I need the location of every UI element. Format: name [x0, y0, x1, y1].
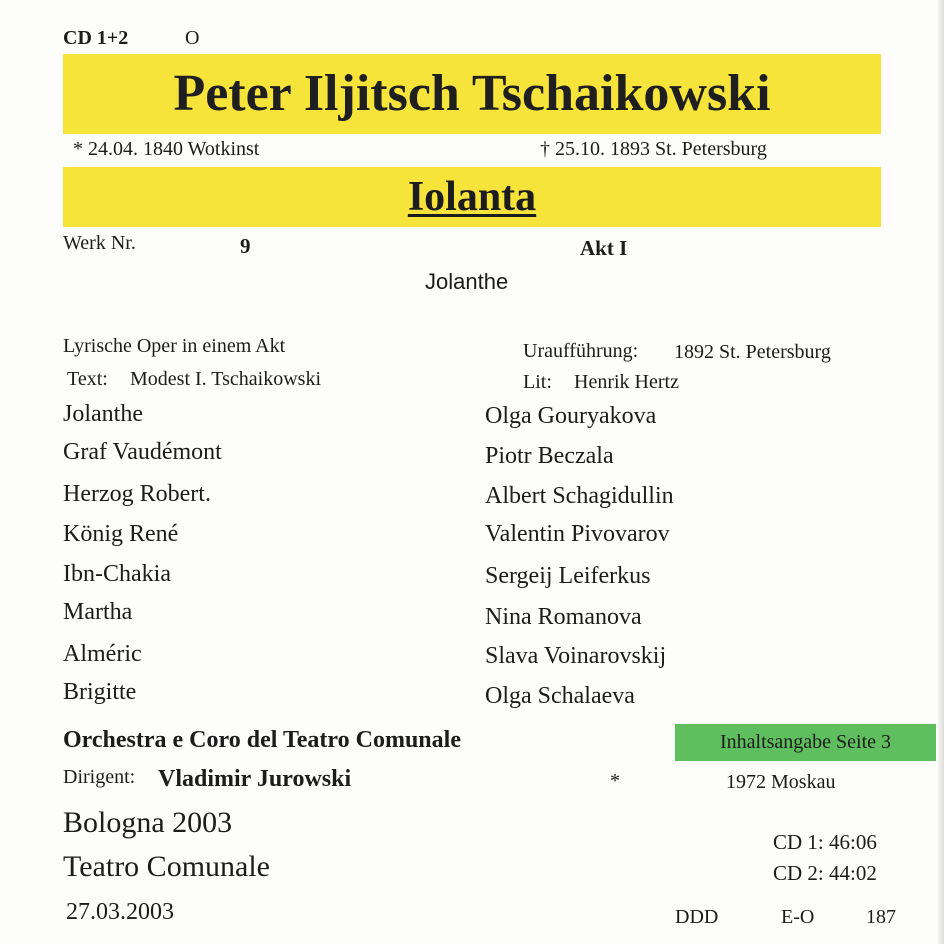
genre: Lyrische Oper in einem Akt [63, 335, 286, 357]
cd1-duration: CD 1: 46:06 [773, 830, 877, 854]
composer-name: Peter Iljitsch Tschaikowski [173, 65, 771, 122]
lit-label: Lit: [523, 371, 552, 393]
cast-role: Jolanthe [63, 401, 143, 427]
werk-number: 9 [240, 234, 251, 258]
cast-role: Brigitte [63, 679, 137, 705]
cast-role: König René [63, 521, 179, 547]
cd2-duration: CD 2: 44:02 [773, 861, 877, 885]
cast-role: Alméric [63, 641, 142, 667]
premiere-label: Uraufführung: [523, 340, 639, 362]
cast-singer: Olga Schalaeva [485, 683, 635, 709]
conductor-name: Vladimir Jurowski [158, 766, 352, 792]
text-label: Text: [67, 368, 108, 390]
conductor-label: Dirigent: [63, 766, 136, 788]
cast-role: Herzog Robert. [63, 481, 211, 507]
lit-value: Henrik Hertz [574, 371, 679, 393]
cd-label: CD 1+2 [63, 27, 129, 49]
cast-role: Graf Vaudémont [63, 439, 222, 465]
cast-singer: Nina Romanova [485, 604, 642, 630]
cast-role: Martha [63, 599, 133, 625]
page-edge-shadow [938, 0, 944, 944]
opera-title-wrap [63, 167, 881, 227]
recording-date: 27.03.2003 [66, 899, 174, 925]
cast-role: Ibn-Chakia [63, 561, 171, 587]
act-label: Akt I [580, 236, 628, 260]
cast-singer: Piotr Beczala [485, 443, 614, 469]
cast-singer: Albert Schagidullin [485, 483, 674, 509]
birth-info: * 24.04. 1840 Wotkinst [73, 138, 260, 160]
catalog-number: 187 [866, 906, 896, 928]
conductor-birth-mark: * [610, 770, 620, 792]
text-author: Modest I. Tschaikowski [130, 368, 321, 390]
ddd-label: DDD [675, 906, 719, 928]
werk-label: Werk Nr. [63, 232, 136, 254]
conductor-birth: 1972 Moskau [726, 771, 836, 793]
opera-subtitle: Jolanthe [425, 269, 509, 294]
cast-singer: Slava Voinarovskij [485, 643, 667, 669]
city-year: Bologna 2003 [63, 806, 233, 839]
circle-mark: O [185, 27, 200, 49]
synopsis-label: Inhaltsangabe Seite 3 [719, 731, 892, 753]
orchestra: Orchestra e Coro del Teatro Comunale [63, 727, 461, 753]
death-info: † 25.10. 1893 St. Petersburg [540, 138, 767, 160]
venue: Teatro Comunale [63, 850, 270, 883]
opera-title: Iolanta [407, 174, 537, 220]
cast-singer: Sergeij Leiferkus [485, 563, 651, 589]
eo-label: E-O [781, 906, 815, 928]
premiere-value: 1892 St. Petersburg [674, 341, 831, 363]
cast-singer: Olga Gouryakova [485, 403, 657, 429]
cast-singer: Valentin Pivovarov [485, 521, 670, 547]
synopsis-box [675, 724, 936, 761]
